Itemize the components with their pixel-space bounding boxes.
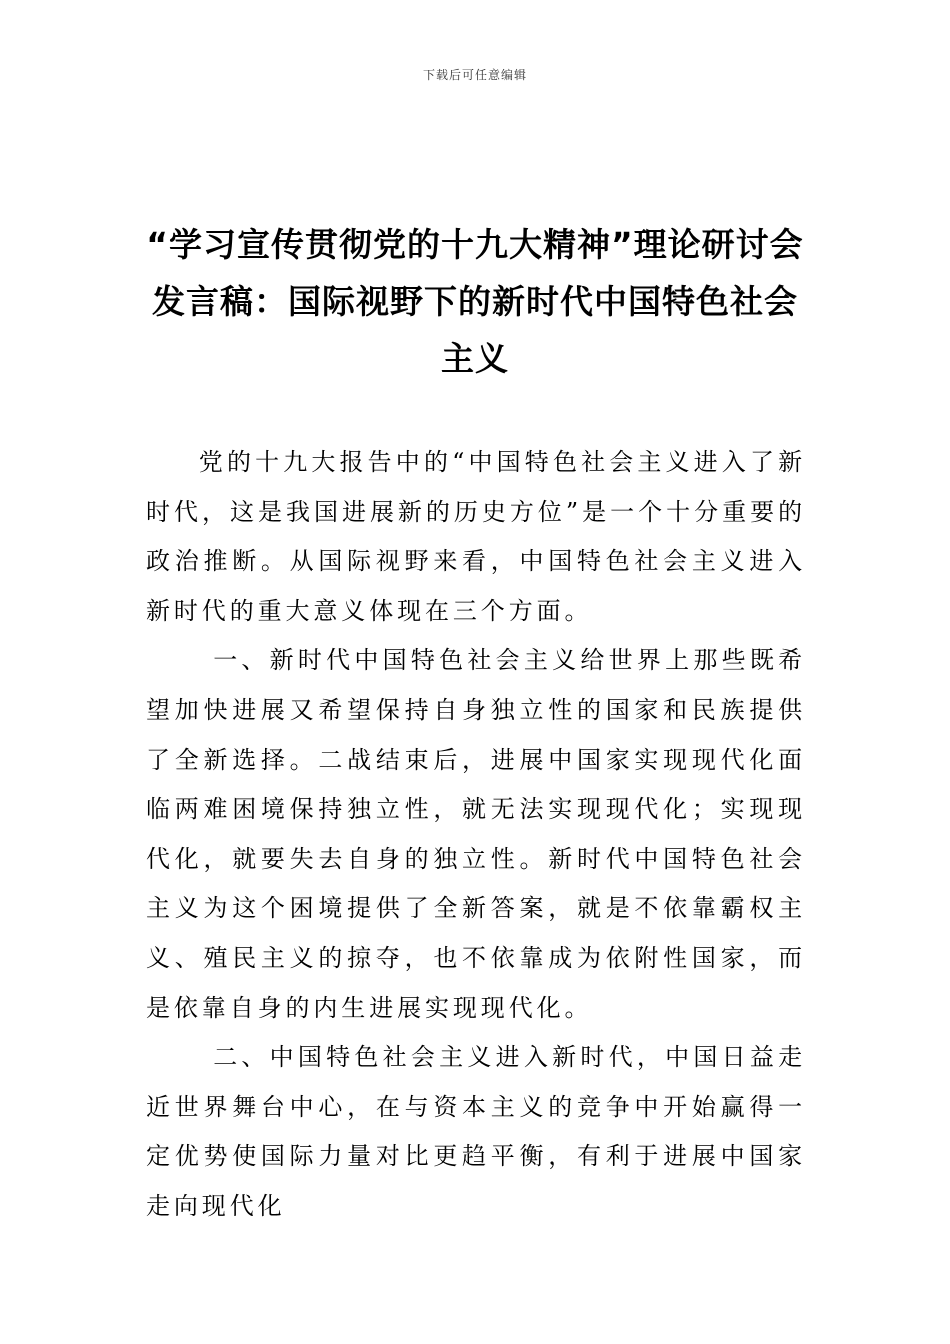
header-note: 下载后可任意编辑 [422, 68, 527, 82]
document-body [146, 438, 806, 1232]
paragraph-intro: 党的十九大报告中的“中国特色社会主义进入了新时代，这是我国进展新的历史方位”是一个十分重要的政治推断。从国际视野来看，中国特色社会主义进入新时代的重大意义体现在三个方面。 [146, 448, 806, 625]
document-title: “学习宣传贯彻党的十九大精神”理论研讨会发言稿：国际视野下的新时代中国特色社会主义 [146, 225, 804, 378]
paragraph-point-one: 一、新时代中国特色社会主义给世界上那些既希望加快进展又希望保持自身独立性的国家和民族提供了全新选择。二战结束后，进展中国家实现现代化面临两难困境保持独立性，就无法实现现代化；实现现代化，就要失去自身的独立性。新时代中国特色社会主义为这个困境提供了全新答案，就是不依靠霸权主义、殖民主义的掠夺，也不依靠成为依附性国家，而是依靠自身的内生进展实现现代化。 [146, 646, 806, 1022]
paragraph-point-two: 二、中国特色社会主义进入新时代，中国日益走近世界舞台中心，在与资本主义的竞争中开始赢得一定优势使国际力量对比更趋平衡，有利于进展中国家走向现代化 [146, 1043, 806, 1220]
